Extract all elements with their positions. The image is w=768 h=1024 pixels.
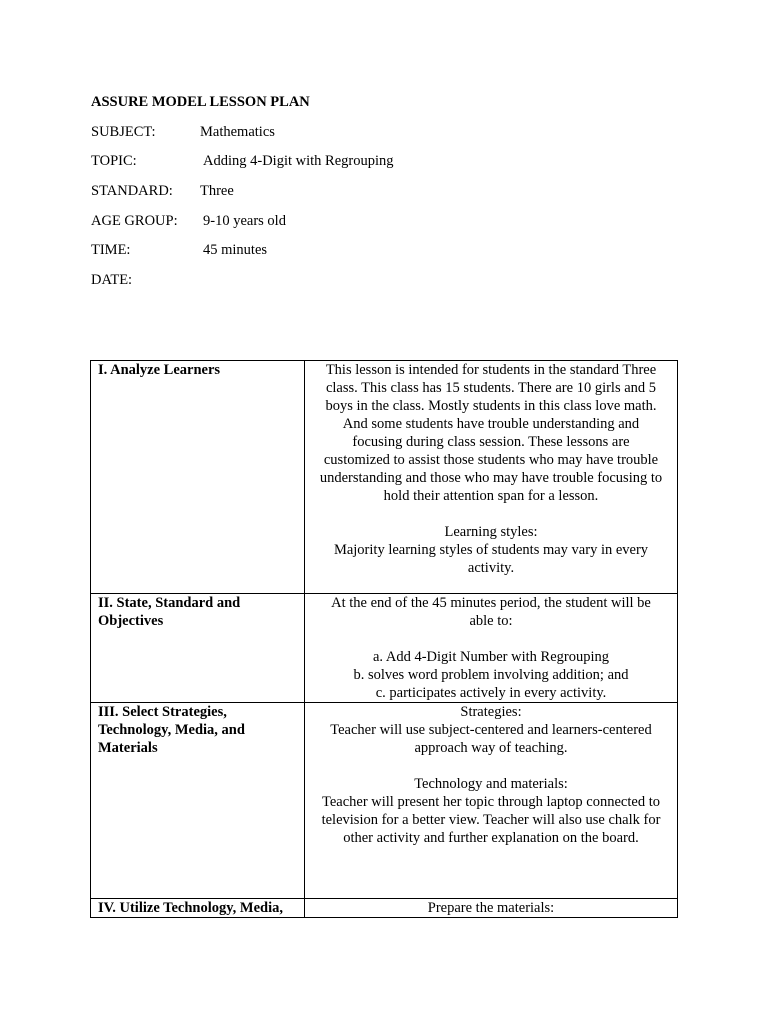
meta-topic-label: TOPIC: <box>91 153 137 169</box>
row-heading-cell <box>91 361 305 594</box>
content-line: Technology and materials: <box>414 776 568 792</box>
meta-age-group-label: AGE GROUP: <box>91 213 178 229</box>
blank-line <box>311 630 671 648</box>
content-line: hold their attention span for a lesson. <box>383 488 599 504</box>
meta-subject-label: SUBJECT: <box>91 124 156 140</box>
row-heading-cell <box>91 899 305 918</box>
content-line: Strategies: <box>460 704 522 720</box>
content-line: focusing during class session. These lessons are <box>352 434 630 450</box>
content-line: This lesson is intended for students in the standard Three <box>325 362 657 378</box>
row-content-cell <box>305 899 678 918</box>
row-content-cell <box>305 594 678 703</box>
blank-line <box>311 757 671 775</box>
meta-standard-label: STANDARD: <box>91 183 173 199</box>
content-line: approach way of teaching. <box>414 740 568 756</box>
content-line: understanding and those who may have trouble focusing to <box>319 470 663 486</box>
row-heading: IV. Utilize Technology, Media, <box>98 900 284 916</box>
table-row-utilize <box>91 899 678 918</box>
row-heading-cell <box>91 594 305 703</box>
meta-subject-value: Mathematics <box>200 124 275 140</box>
meta-standard-value: Three <box>200 183 234 199</box>
content-line: customized to assist those students who may have trouble <box>323 452 659 468</box>
row-heading: III. Select Strategies, Technology, Media, and Materials <box>98 704 245 756</box>
content-line: other activity and further explanation on the board. <box>343 830 639 846</box>
row-heading: I. Analyze Learners <box>98 362 221 378</box>
lesson-plan-table <box>90 360 678 918</box>
content-line: Teacher will use subject-centered and learners-centered <box>330 722 652 738</box>
content-line: Learning styles: <box>444 524 538 540</box>
content-line: television for a better view. Teacher will also use chalk for <box>321 812 661 828</box>
document-title: ASSURE MODEL LESSON PLAN <box>91 94 310 110</box>
content-line: able to: <box>469 613 513 629</box>
meta-time-label: TIME: <box>91 242 131 258</box>
content-line: Majority learning styles of students may vary in every <box>333 542 649 558</box>
content-line: Prepare the materials: <box>427 900 555 916</box>
meta-time-value: 45 minutes <box>203 242 268 258</box>
content-line: activity. <box>467 560 515 576</box>
row-content-cell <box>305 703 678 899</box>
row-heading-cell <box>91 703 305 899</box>
blank-line <box>311 505 671 523</box>
content-line: c. participates actively in every activity. <box>375 685 607 701</box>
content-line: b. solves word problem involving addition; and <box>353 667 629 683</box>
row-heading: II. State, Standard and Objectives <box>98 595 241 629</box>
content-line: a. Add 4-Digit Number with Regrouping <box>372 649 609 665</box>
meta-age-group-value: 9-10 years old <box>203 213 286 229</box>
table-row-strategies <box>91 703 678 899</box>
meta-topic-value: Adding 4-Digit with Regrouping <box>203 153 394 169</box>
table-row-analyze-learners <box>91 361 678 594</box>
content-line: And some students have trouble understanding and <box>342 416 640 432</box>
content-line: class. This class has 15 students. There are 10 girls and 5 <box>325 380 657 396</box>
meta-date-label: DATE: <box>91 272 133 288</box>
content-line: boys in the class. Mostly students in this class love math. <box>325 398 657 414</box>
content-line: Teacher will present her topic through laptop connected to <box>321 794 660 810</box>
row-content-cell <box>305 361 678 594</box>
content-line: At the end of the 45 minutes period, the student will be <box>331 595 651 611</box>
table-row-objectives <box>91 594 678 703</box>
